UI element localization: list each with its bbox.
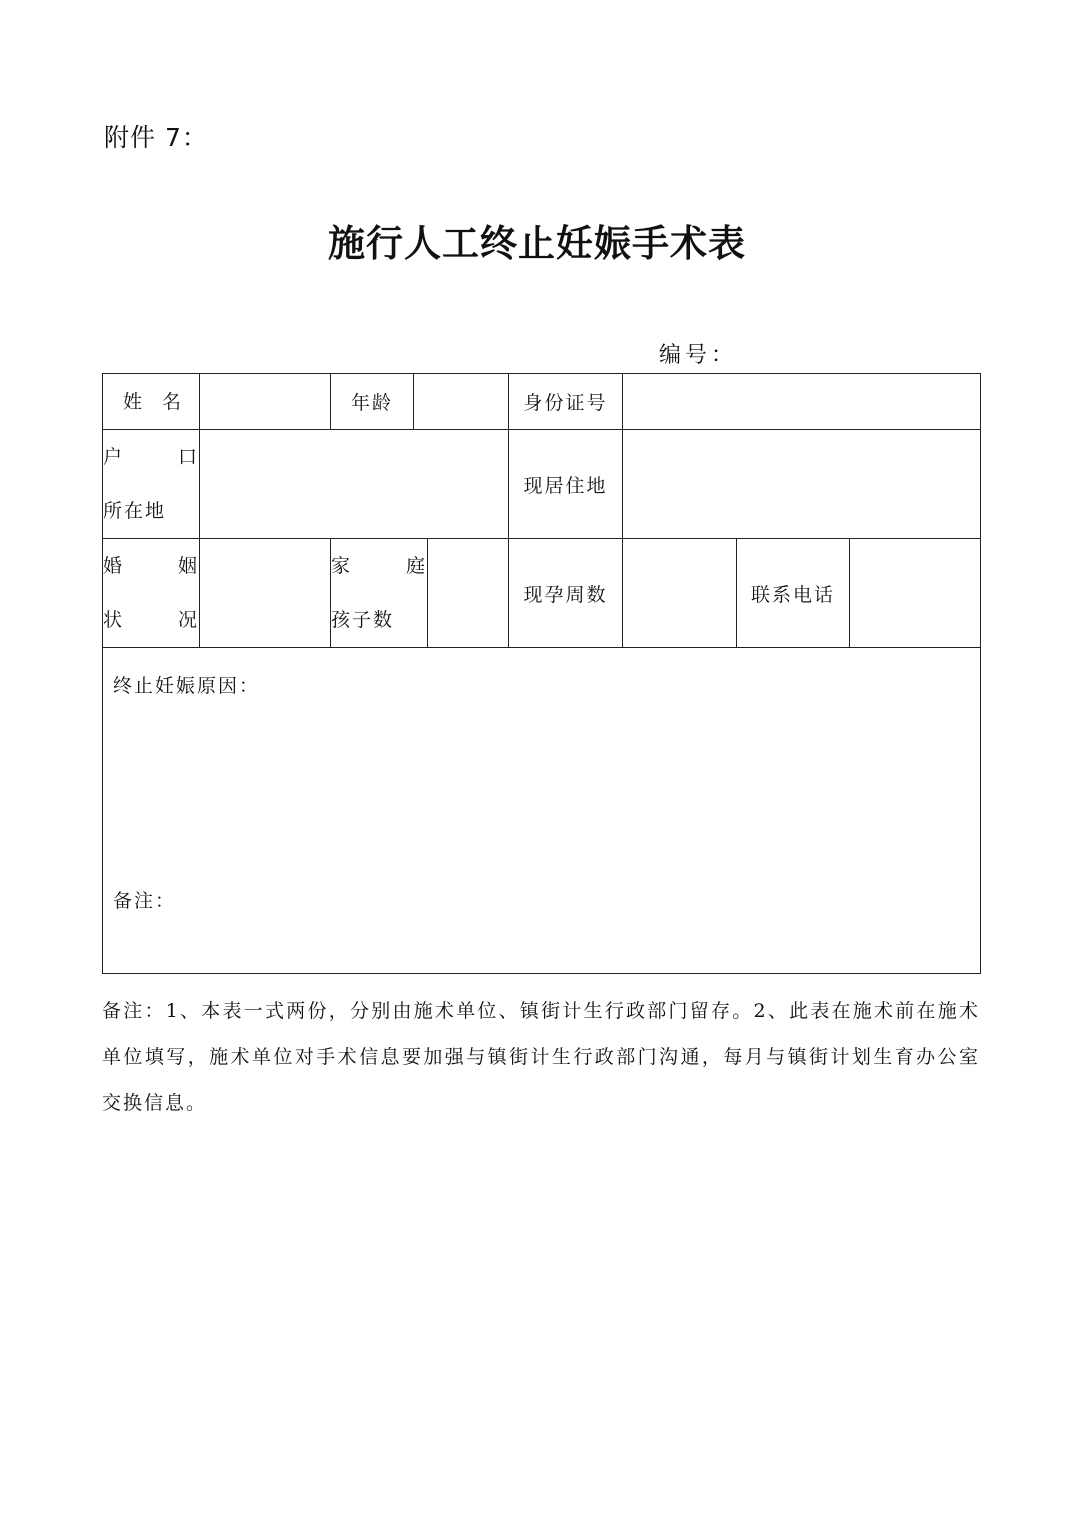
marital-label-part4: 况 xyxy=(177,609,199,631)
id-number-field[interactable] xyxy=(623,374,981,430)
name-label-cell xyxy=(103,374,200,430)
name-field[interactable] xyxy=(200,374,331,430)
current-address-label: 现居住地 xyxy=(509,430,623,539)
attachment-label: 附件 7： xyxy=(104,123,208,152)
reason-remarks-cell[interactable] xyxy=(103,648,981,974)
marital-status-label-cell xyxy=(103,539,200,648)
phone-label: 联系电话 xyxy=(737,539,850,648)
children-field[interactable] xyxy=(428,539,509,648)
marital-label-part3: 状 xyxy=(103,609,125,631)
pregnancy-weeks-label: 现孕周数 xyxy=(509,539,623,648)
remarks-label: 备注： xyxy=(113,890,177,912)
marital-label-part1: 婚 xyxy=(103,555,125,577)
current-address-field[interactable] xyxy=(623,430,981,539)
footnote-text: 备注：1、本表一式两份，分别由施术单位、镇街计生行政部门留存。2、此表在施术前在施术单位填写，施术单位对手术信息要加强与镇街计生行政部门沟通，每月与镇街计划生育办公室交换信息。 xyxy=(102,1000,980,1114)
marital-label-part2: 姻 xyxy=(177,555,199,577)
children-label-part2: 庭 xyxy=(405,555,427,577)
hukou-label-part1: 户 xyxy=(103,446,125,468)
age-field[interactable] xyxy=(414,374,509,430)
id-number-label: 身份证号 xyxy=(509,374,623,430)
name-label-part2: 名 xyxy=(161,390,183,413)
hukou-label-part2: 口 xyxy=(177,446,199,468)
pregnancy-weeks-field[interactable] xyxy=(623,539,737,648)
hukou-field[interactable] xyxy=(200,430,509,539)
termination-reason-label: 终止妊娠原因： xyxy=(113,675,261,697)
children-label-part1: 家 xyxy=(331,555,353,577)
hukou-label-part3: 所在地 xyxy=(103,500,167,522)
page-title: 施行人工终止妊娠手术表 xyxy=(328,221,746,265)
children-label-part3: 孩子数 xyxy=(331,609,395,631)
age-label: 年龄 xyxy=(331,374,414,430)
surgery-form-table xyxy=(102,373,981,974)
phone-field[interactable] xyxy=(850,539,981,648)
serial-number-label: 编号： xyxy=(659,343,738,368)
marital-status-field[interactable] xyxy=(200,539,331,648)
children-label-cell xyxy=(331,539,428,648)
hukou-label-cell xyxy=(103,430,200,539)
name-label-part1: 姓 xyxy=(123,390,145,413)
